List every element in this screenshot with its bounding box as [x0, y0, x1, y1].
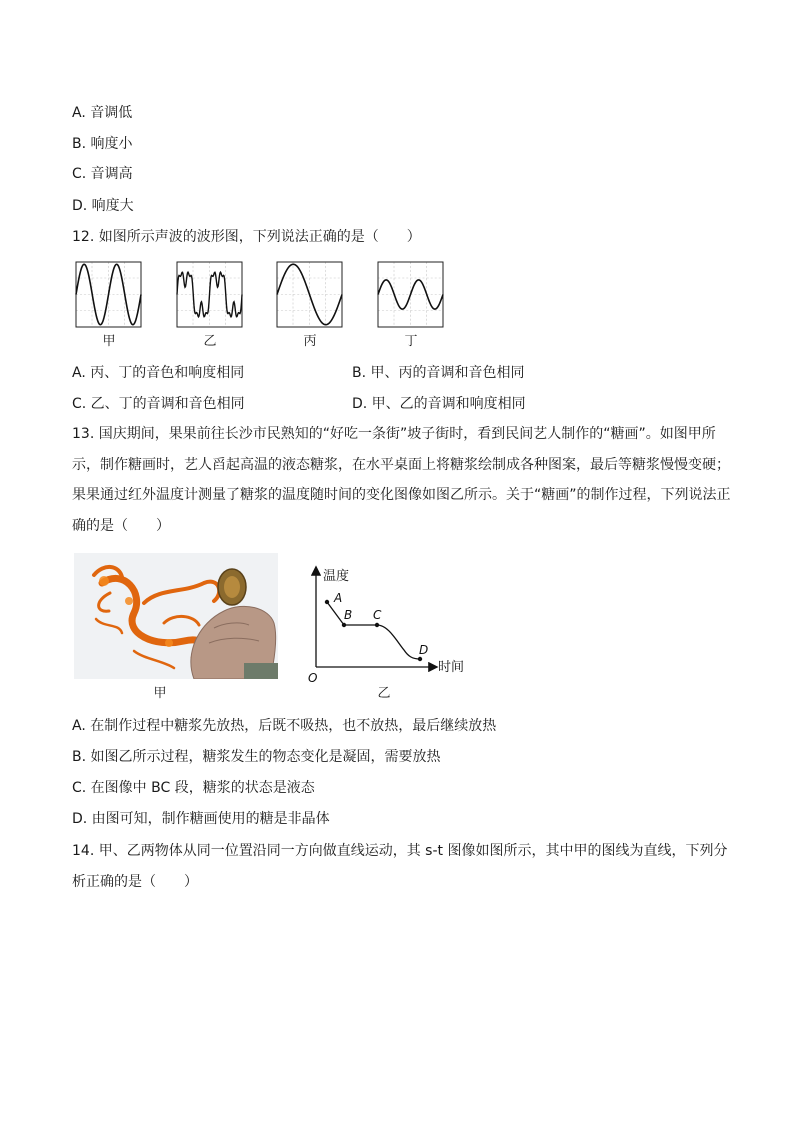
temperature-time-graph [300, 562, 480, 686]
waveform-label-ding: 丁 [404, 334, 418, 349]
q13-option-d: D. 由图可知，制作糖画使用的糖是非晶体 [72, 811, 330, 827]
waveform-ding [378, 262, 443, 327]
point-b-label: B [344, 608, 353, 622]
waveform-bing [277, 262, 342, 327]
q11-option-c: C. 音调高 [72, 166, 133, 182]
q13-option-a: A. 在制作过程中糖浆先放热，后既不吸热，也不放热，最后继续放热 [72, 718, 497, 734]
point-d-label: D [419, 643, 429, 657]
q12-option-c: C. 乙、丁的音调和音色相同 [72, 396, 245, 412]
point-a-label: A [334, 591, 343, 605]
point-c [375, 623, 379, 627]
q12-stem: 12. 如图所示声波的波形图，下列说法正确的是（ ） [72, 229, 421, 245]
q12-option-d: D. 甲、乙的音调和响度相同 [352, 396, 526, 412]
waveform-yi [177, 262, 242, 327]
waveform-label-bing: 丙 [303, 334, 317, 349]
y-axis-label: 温度 [323, 569, 350, 584]
q13-option-c: C. 在图像中 BC 段，糖浆的状态是液态 [72, 780, 315, 796]
x-axis-label: 时间 [438, 660, 465, 675]
q14-stem: 14. 甲、乙两物体从同一位置沿同一方向做直线运动，其 s-t 图像如图所示，其中甲的图线为直线，下列分析正确的是（ ） [72, 843, 728, 890]
q12-option-b: B. 甲、丙的音调和音色相同 [352, 365, 525, 381]
waveform-label-yi: 乙 [203, 334, 217, 349]
waveform-label-jia: 甲 [102, 334, 116, 349]
point-d [418, 657, 422, 661]
waveform-figures [70, 258, 460, 334]
q11-option-b: B. 响度小 [72, 136, 133, 152]
q13-stem: 13. 国庆期间，果果前往长沙市民熟知的“好吃一条街”坡子街时，看到民间艺人制作的“糖画”。如图甲所示，制作糖画时，艺人舀起高温的液态糖浆，在水平桌面上将糖浆绘制成各种图案，最后等糖浆慢慢变硬；果果通过红外温度计测量了糖浆的温度随时间的变化图像如图乙所示。关于“糖画”的制作过程，下列说法正确的是（ ） [72, 426, 731, 534]
graph-label-yi: 乙 [377, 686, 391, 701]
point-c-label: C [373, 608, 382, 622]
q11-option-a: A. 音调低 [72, 105, 133, 121]
sugar-painting-photo [74, 553, 278, 679]
waveform-jia [76, 262, 141, 327]
q13-option-b: B. 如图乙所示过程，糖浆发生的物态变化是凝固，需要放热 [72, 749, 441, 765]
photo-label-jia: 甲 [153, 686, 167, 701]
point-a [325, 600, 329, 604]
point-b [342, 623, 346, 627]
origin-label: O [308, 671, 318, 685]
q12-option-a: A. 丙、丁的音色和响度相同 [72, 365, 245, 381]
q11-option-d: D. 响度大 [72, 198, 134, 214]
